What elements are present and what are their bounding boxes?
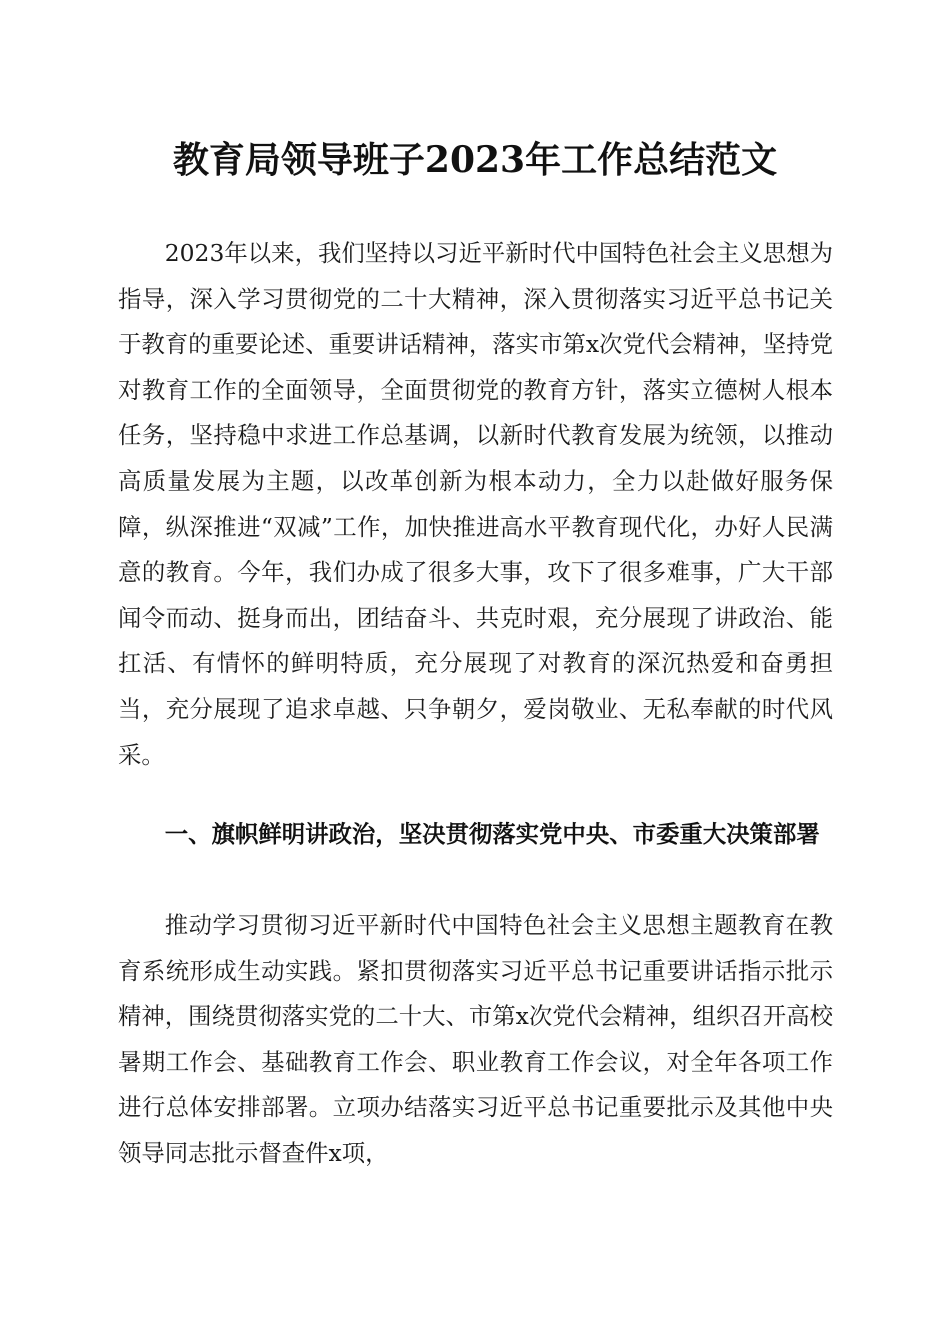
document-title: 教育局领导班子2023年工作总结范文 [172, 139, 778, 181]
intro-paragraph: 2023年以来，我们坚持以习近平新时代中国特色社会主义思想为指导，深入学习贯彻党的二十大精神，深入贯彻落实习近平总书记关于教育的重要论述、重要讲话精神，落实市第x次党代会精神，坚持党对教育工作的全面领导，全面贯彻党的教育方针，落实立德树人根本任务，坚持稳中求进工作总基调，以新时代教育发展为统领，以推动高质量发展为主题，以改革创新为根本动力，全力以赴做好服务保障，纵深推进“双减”工作，加快推进高水平教育现代化，办好人民满意的教育。今年，我们办成了很多大事，攻下了很多难事，广大干部闻令而动、挺身而出，团结奋斗、共克时艰，充分展现了讲政治、能扛活、有情怀的鲜明特质，充分展现了对教育的深沉热爱和奋勇担当，充分展现了追求卓越、只争朝夕，爱岗敬业、无私奉献的时代风采。 [118, 239, 833, 769]
section-heading: 一、旗帜鲜明讲政治，坚决贯彻落实党中央、市委重大决策部署 [164, 820, 820, 848]
section-paragraph: 推动学习贯彻习近平新时代中国特色社会主义思想主题教育在教育系统形成生动实践。紧扣贯彻落实习近平总书记重要讲话指示批示精神，围绕贯彻落实党的二十大、市第x次党代会精神，组织召开高校暑期工作会、基础教育工作会、职业教育工作会议，对全年各项工作进行总体安排部署。立项办结落实习近平总书记重要批示及其他中央领导同志批示督查件x项， [118, 911, 833, 1167]
